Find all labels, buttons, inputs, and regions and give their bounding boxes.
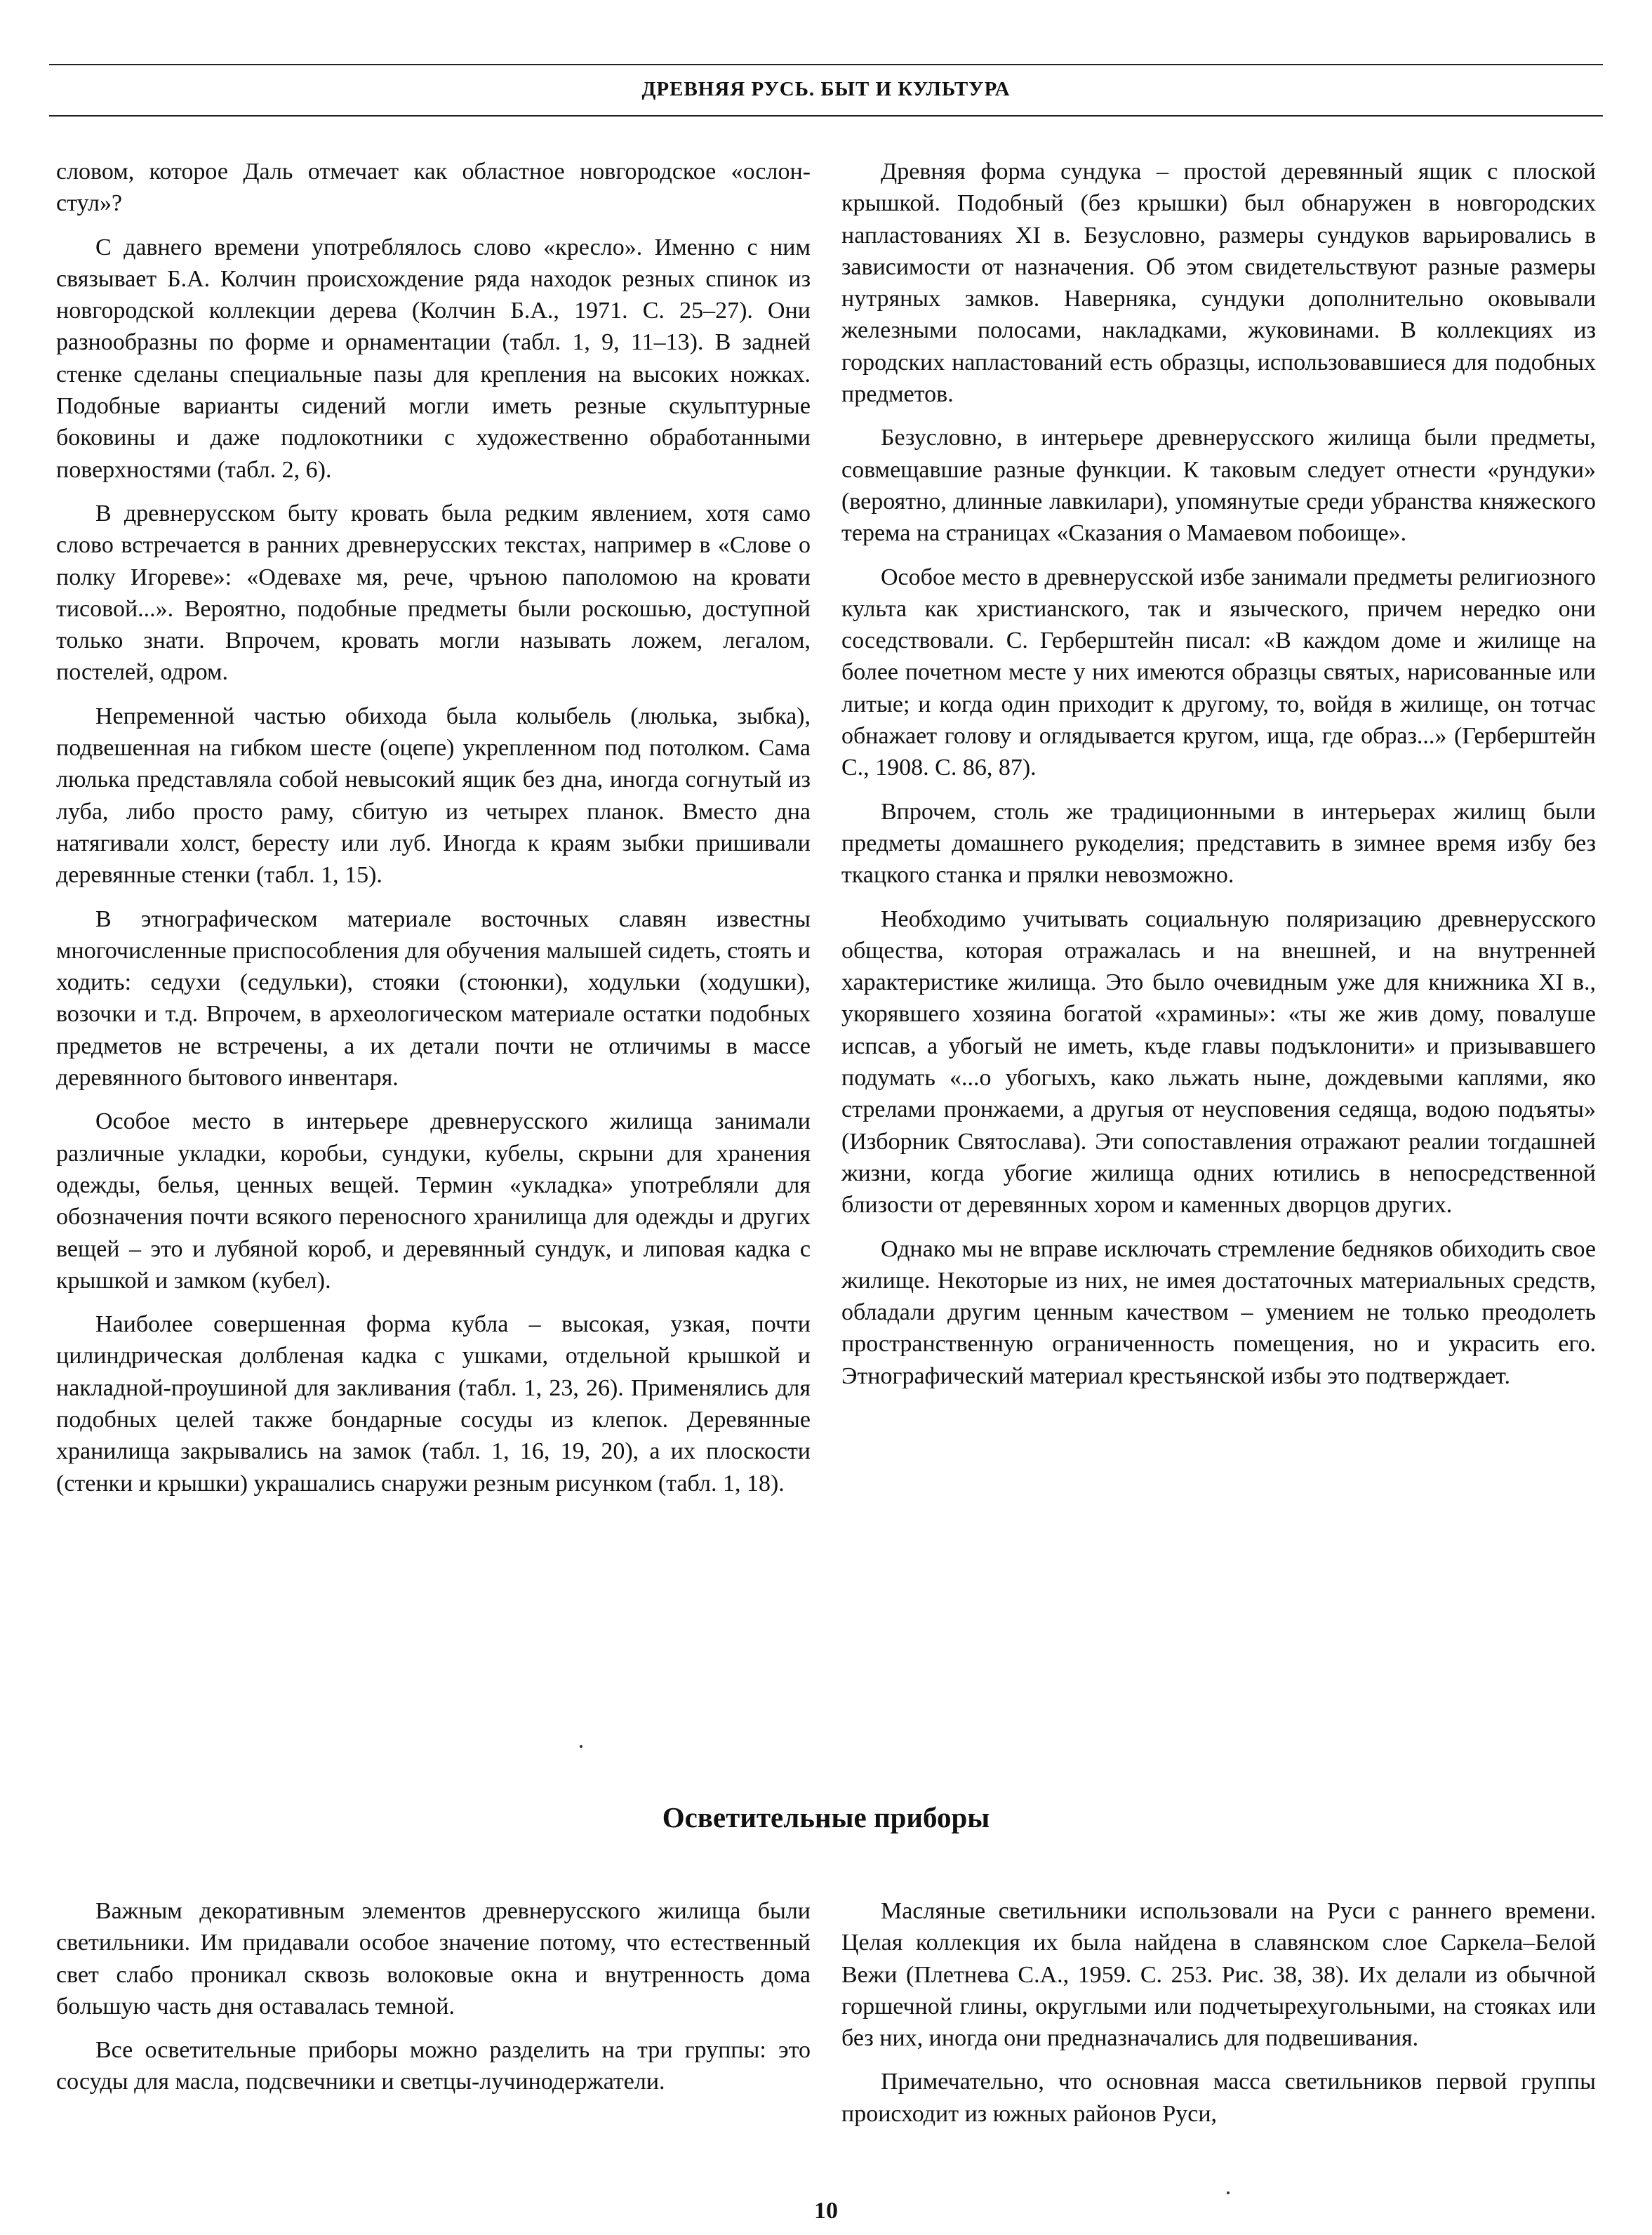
paragraph: Особое место в древнерусской избе занимали предметы религиозного культа как христианского, так и языческого, причем нередко они соседствовали. С. Герберштейн писал: «В каждом доме и жилище на более почетном месте у них имеются образцы святых, нарисованные или литые; и когда один приходит к другому, то, войдя в жилище, он тотчас обнажает голову и оглядывается кругом, ища, где образ...» (Герберштейн С., 1908. С. 86, 87).: [841, 564, 1596, 781]
header-rule-bottom: [49, 115, 1603, 117]
paragraph: словом, которое Даль отмечает как областное новгородское «ослон-стул»?: [56, 159, 811, 217]
paragraph: Особое место в интерьере древнерусского жилища занимали различные укладки, коробьи, сундуки, кубелы, скрыни для хранения одежды, белья, ценных вещей. Термин «укладка» употребляли для обозначения почти всякого переносного хранилища для одежды и других вещей – это и лубяной короб, и деревянный сундук, и липовая кадка с крышкой и замком (кубел).: [56, 1108, 811, 1294]
paragraph: Примечательно, что основная масса светильников первой группы происходит из южных районов Руси,: [841, 2069, 1596, 2127]
column-top-left: [56, 156, 811, 1511]
column-bottom-right: [841, 1895, 1596, 2142]
paragraph: Однако мы не вправе исключать стремление бедняков обиходить свое жилище. Некоторые из них, не имея достаточных материальных средств, обладали другим ценным качеством – умением не только преодолеть пространственную ограниченность помещения, но и украсить его. Этнографический материал крестьянской избы это подтверждает.: [841, 1235, 1596, 1389]
print-speck: [1227, 2191, 1230, 2194]
column-bottom-left: [56, 1895, 811, 2110]
column-top-right: [841, 156, 1596, 1404]
running-head: ДРЕВНЯЯ РУСЬ. БЫТ И КУЛЬТУРА: [641, 78, 1011, 100]
page-number: 10: [814, 2198, 838, 2224]
paragraph: Древняя форма сундука – простой деревянный ящик с плоской крышкой. Подобный (без крышки) был обнаружен в новгородских напластованиях XI в. Безусловно, размеры сундуков варьировались в зависимости от назначения. Об этом свидетельствуют разные размеры нутряных замков. Наверняка, сундуки дополнительно оковывали железными полосами, накладками, жуковинами. В коллекциях из городских напластований есть образцы, использовавшиеся для подобных предметов.: [841, 159, 1596, 408]
paragraph: Важным декоративным элементов древнерусского жилища были светильники. Им придавали особое значение потому, что естественный свет слабо проникал сквозь волоковые окна и внутренность дома большую часть дня оставалась темной.: [56, 1898, 811, 2020]
print-speck: [580, 1745, 582, 1748]
paragraph: Впрочем, столь же традиционными в интерьерах жилищ были предметы домашнего рукоделия; представить в зимнее время избу без ткацкого станка и прялки невозможно.: [841, 798, 1596, 889]
paragraph: С давнего времени употреблялось слово «кресло». Именно с ним связывает Б.А. Колчин происхождение ряда находок резных спинок из новгородской коллекции дерева (Колчин Б.А., 1971. С. 25–27). Они разнообразны по форме и орнаментации (табл. 1, 9, 11–13). В задней стенке сделаны специальные пазы для крепления на высоких ножках. Подобные варианты сидений могли иметь резные скульптурные боковины и даже подлокотники с художественно обработанными поверхностями (табл. 2, 6).: [56, 234, 811, 483]
paragraph: Необходимо учитывать социальную поляризацию древнерусского общества, которая отражалась и на внешней, и на внутренней характеристике жилища. Это было очевидным уже для книжника XI в., укорявшего хозяина богатой «храмины»: «ты же жив дому, повалуше испсав, а убогый не иметь, къде главы подъклонити» и призывавшего подумать «...о убогыхъ, како льжать ныне, дождевыми каплями, яко стрелами пронжаеми, а другыя от неусповения седяща, водою подъяты» (Изборник Святослава). Эти сопоставления отражают реалии тогдашней жизни, когда убогие жилища одних ютились в непосредственной близости от деревянных хором и каменных дворцов других.: [841, 906, 1596, 1219]
paragraph: Безусловно, в интерьере древнерусского жилища были предметы, совмещавшие разные функции. К таковым следует отнести «рундуки» (вероятно, длинные лавкилари), упомянутые среди убранства княжеского терема на страницах «Сказания о Мамаевом побоище».: [841, 425, 1596, 547]
paragraph: В этнографическом материале восточных славян известны многочисленные приспособления для обучения малышей сидеть, стоять и ходить: седухи (седульки), стояки (стоюнки), ходульки (ходушки), возочки и т.д. Впрочем, в археологическом материале остатки подобных предметов не встречены, а их детали почти не отличимы в массе деревянного бытового инвентаря.: [56, 906, 811, 1092]
header-rule-top: [49, 64, 1603, 65]
paragraph: Все осветительные приборы можно разделить на три группы: это сосуды для масла, подсвечники и светцы-лучинодержатели.: [56, 2037, 811, 2095]
section-title: Осветительные приборы: [662, 1801, 990, 1833]
paragraph: Непременной частью обихода была колыбель (люлька, зыбка), подвешенная на гибком шесте (оцепе) укрепленном под потолком. Сама люлька представляла собой невысокий ящик без дна, иногда согнутый из луба, либо просто раму, сбитую из четырех планок. Вместо дна натягивали холст, бересту или луб. Иногда к краям зыбки пришивали деревянные стенки (табл. 1, 15).: [56, 703, 811, 889]
paragraph: В древнерусском быту кровать была редким явлением, хотя само слово встречается в ранних древнерусских текстах, например в «Слове о полку Игореве»: «Одевахе мя, рече, чръною паполомою на кровати тисовой...». Вероятно, подобные предметы были роскошью, доступной только знати. Впрочем, кровать могли называть ложем, легалом, постелей, одром.: [56, 500, 811, 686]
paragraph: Наиболее совершенная форма кубла – высокая, узкая, почти цилиндрическая долбленая кадка с ушками, отдельной крышкой и накладной-проушиной для закливания (табл. 1, 23, 26). Применялись для подобных целей также бондарные сосуды из клепок. Деревянные хранилища закрывались на замок (табл. 1, 16, 19, 20), а их плоскости (стенки и крышки) украшались снаружи резным рисунком (табл. 1, 18).: [56, 1311, 811, 1497]
paragraph: Масляные светильники использовали на Руси с раннего времени. Целая коллекция их была найдена в славянском слое Саркела–Белой Вежи (Плетнева С.А., 1959. С. 253. Рис. 38, 38). Их делали из обычной горшечной глины, округлыми или подчетырехугольными, на стояках или без них, иногда они предназначались для подвешивания.: [841, 1898, 1596, 2052]
